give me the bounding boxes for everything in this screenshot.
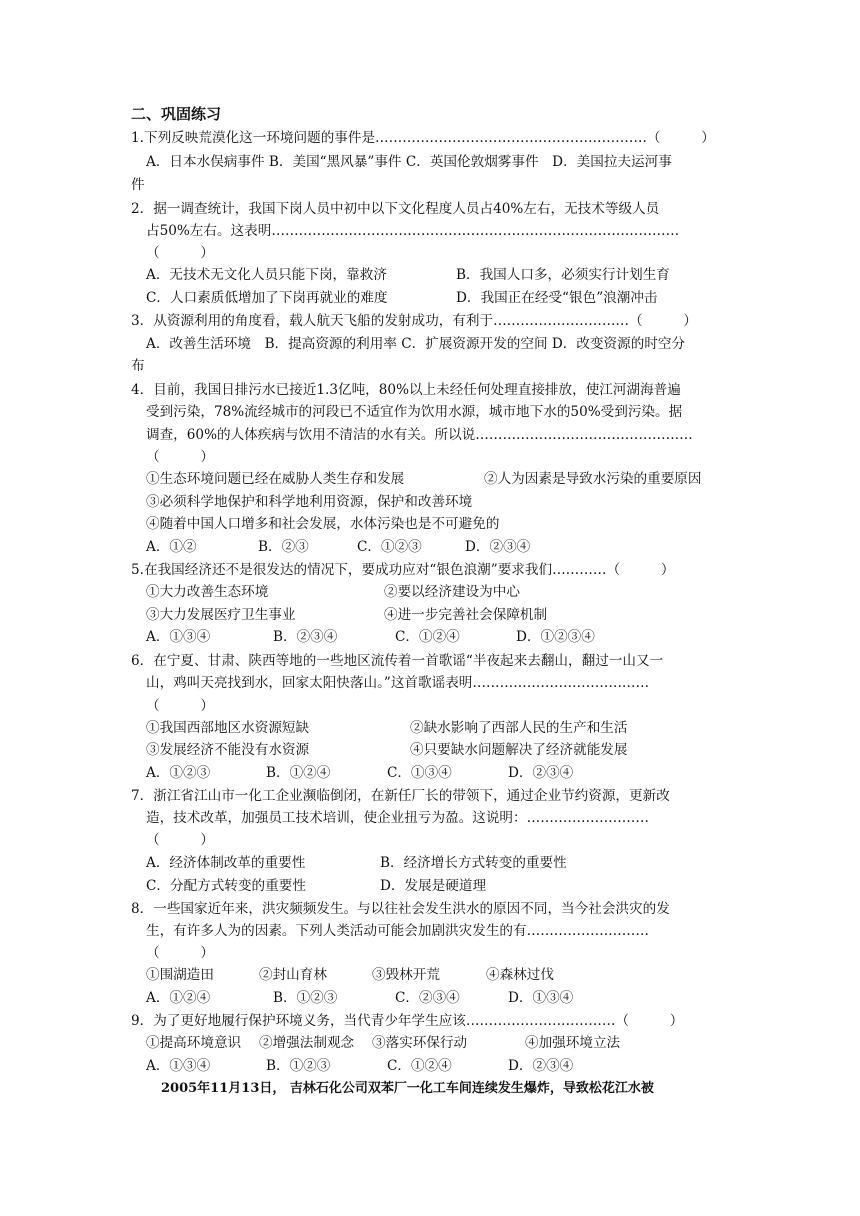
q2-stem-line1: 2．据一调查统计，我国下岗人员中初中以下文化程度人员占40%左右，无技术等级人员	[131, 201, 660, 217]
q3-stem: 3．从资源利用的角度看，载人航天飞船的发射成功，有利于…………………………（ ）	[131, 313, 697, 329]
q2-option-a: A．无技术无文化人员只能下岗，靠救济	[146, 267, 387, 283]
q6-stem-line1: 6．在宁夏、甘肃、陕西等地的一些地区流传着一首歌谣“半夜起来去翻山，翻过一山又一	[131, 653, 664, 669]
q5-option-d: D．①②③④	[516, 629, 595, 645]
q6-statement-1: ①我国西部地区水资源短缺	[146, 720, 310, 736]
q7-option-c: C．分配方式转变的重要性	[146, 878, 306, 894]
q2-stem-line2: 占50%左右。这表明………………………………………………………………………………	[146, 223, 680, 239]
q3-options: A．改善生活环境 B．提高资源的利用率 C．扩展资源开发的空间 D．改变资源的时空分	[146, 336, 686, 352]
q9-statement-1: ①提高环境意识	[146, 1035, 242, 1051]
q6-statement-3: ③发展经济不能没有水资源	[146, 742, 310, 758]
passage-line: 2005年11月13日， 吉林石化公司双苯厂一化工车间连续发生爆炸，导致松花江水被	[161, 1081, 654, 1096]
q8-statement-2: ②封山育林	[259, 967, 327, 983]
q4-option-a: A．①②	[146, 539, 197, 555]
q4-option-d: D．②③④	[465, 539, 531, 555]
q1-stem: 1.下列反映荒漠化这一环境问题的事件是……………………………………………………（ ）	[131, 130, 715, 146]
q5-stem: 5.在我国经济还不是很发达的情况下，要成功应对“银色浪潮”要求我们…………（ ）	[131, 562, 675, 578]
section-title: 二、巩固练习	[131, 105, 222, 123]
q5-statement-2: ②要以经济建设为中心	[384, 584, 520, 600]
q9-option-c: C．①②④	[387, 1058, 452, 1074]
q1-options: A．日本水俣病事件 B．美国“黑风暴”事件 C．英国伦敦烟雾事件 D．美国拉夫运河事	[146, 154, 672, 170]
q6-statement-4: ④只要缺水问题解决了经济就能发展	[410, 742, 628, 758]
q8-statement-1: ①围湖造田	[146, 967, 214, 983]
q9-option-d: D．②③④	[508, 1058, 574, 1074]
q6-stem-line2: 山，鸡叫天亮找到水，回家太阳快落山。”这首歌谣表明…………………………………	[146, 675, 650, 691]
q4-option-b: B．②③	[258, 539, 309, 555]
q8-statement-4: ④森林过伐	[486, 967, 554, 983]
q8-statement-3: ③毁林开荒	[372, 967, 440, 983]
q5-option-a: A．①③④	[146, 629, 211, 645]
q6-answer-paren: （ ）	[146, 698, 214, 714]
q7-stem-line2: 造，技术改革，加强员工技术培训，使企业扭亏为盈。这说明：………………………	[146, 810, 649, 826]
q6-option-b: B．①②④	[266, 765, 331, 781]
q8-option-c: C．②③④	[395, 990, 460, 1006]
q4-stem-line3: 调查，60%的人体疾病与饮用不清洁的水有关。所以说…………………………………………	[146, 427, 693, 443]
q9-statement-2: ②增强法制观念	[259, 1035, 355, 1051]
q2-answer-paren: （ ）	[146, 245, 214, 261]
q1-options-cont: 件	[131, 177, 145, 193]
q6-option-c: C．①③④	[387, 765, 452, 781]
q4-statement-1: ①生态环境问题已经在威胁人类生存和发展	[146, 471, 405, 487]
q7-option-d: D．发展是硬道理	[380, 878, 487, 894]
q6-option-d: D．②③④	[508, 765, 574, 781]
q9-statement-4: ④加强环境立法	[525, 1035, 621, 1051]
q4-stem-line2: 受到污染，78%流经城市的河段已不适宜作为饮用水源，城市地下水的50%受到污染。据	[146, 404, 683, 420]
q6-statement-2: ②缺水影响了西部人民的生产和生活	[410, 720, 628, 736]
q5-statement-4: ④进一步完善社会保障机制	[384, 607, 548, 623]
q9-option-a: A．①③④	[146, 1058, 211, 1074]
q2-option-c: C．人口素质低增加了下岗再就业的难度	[146, 290, 388, 306]
q4-statement-3: ③必须科学地保护和科学地利用资源，保护和改善环境	[146, 494, 473, 510]
q8-stem-line2: 生，有许多人为的因素。下列人类活动可能会加剧洪灾发生的有………………………	[146, 923, 649, 939]
q7-option-b: B．经济增长方式转变的重要性	[380, 855, 567, 871]
q5-statement-1: ①大力改善生态环境	[146, 584, 269, 600]
q4-stem-line1: 4．目前，我国日排污水已接近1.3亿吨，80%以上未经任何处理直接排放，使江河湖海普遍	[131, 382, 681, 398]
q7-answer-paren: （ ）	[146, 832, 214, 848]
q4-statement-2: ②人为因素是导致水污染的重要原因	[484, 471, 702, 487]
q8-option-b: B．①②③	[273, 990, 338, 1006]
q2-option-b: B．我国人口多，必须实行计划生育	[456, 267, 670, 283]
q8-stem-line1: 8．一些国家近年来，洪灾频频发生。与以往社会发生洪水的原因不同，当今社会洪灾的发	[131, 901, 670, 917]
q2-option-d: D．我国正在经受“银色”浪潮冲击	[456, 290, 658, 306]
q8-option-d: D．①③④	[508, 990, 574, 1006]
q7-option-a: A．经济体制改革的重要性	[146, 855, 306, 871]
q7-stem-line1: 7．浙江省江山市一化工企业濒临倒闭，在新任厂长的带领下，通过企业节约资源，更新改	[131, 788, 670, 804]
q5-option-c: C．①②④	[395, 629, 460, 645]
q3-options-cont: 布	[131, 358, 145, 374]
q5-statement-3: ③大力发展医疗卫生事业	[146, 607, 296, 623]
q4-answer-paren: （ ）	[146, 449, 214, 465]
q9-statement-3: ③落实环保行动	[372, 1035, 468, 1051]
q4-option-c: C．①②③	[357, 539, 422, 555]
q9-option-b: B．①②③	[266, 1058, 331, 1074]
q9-stem: 9．为了更好地履行保护环境义务，当代青少年学生应该……………………………（ ）	[131, 1013, 684, 1029]
q8-answer-paren: （ ）	[146, 945, 214, 961]
q8-option-a: A．①②④	[146, 990, 211, 1006]
q5-option-b: B．②③④	[273, 629, 338, 645]
q4-statement-4: ④随着中国人口增多和社会发展，水体污染也是不可避免的	[146, 516, 500, 532]
q6-option-a: A．①②③	[146, 765, 211, 781]
